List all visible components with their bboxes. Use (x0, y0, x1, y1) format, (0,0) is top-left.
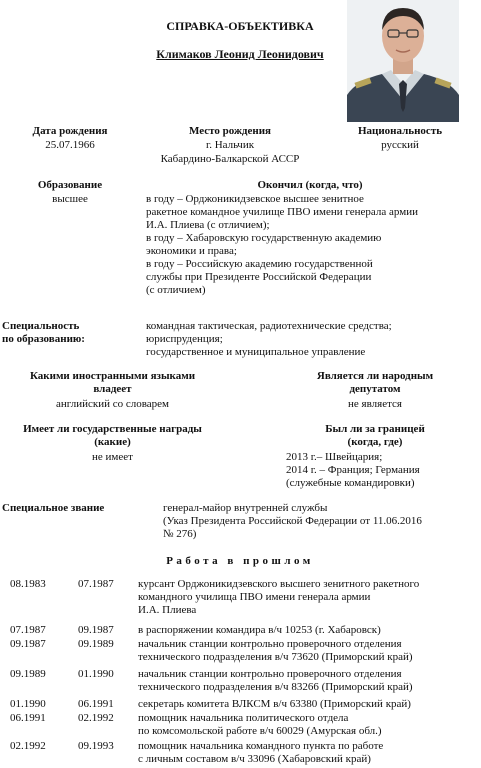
work-heading: Работа в прошлом (166, 555, 314, 567)
work-row-position: секретарь комитета ВЛКСМ в/ч 63380 (Приморский край) (138, 698, 411, 710)
person-photo (347, 0, 459, 122)
deputy-value: не является (348, 398, 402, 410)
work-row-from: 02.1992 (10, 740, 46, 752)
birth-place-city: г. Нальчик (205, 139, 255, 151)
document-title: СПРАВКА-ОБЪЕКТИВКА (166, 19, 314, 33)
birth-date: 25.07.1966 (45, 139, 95, 151)
languages-label: Какими иностранными языками владеет (29, 370, 196, 395)
specialty-list: командная тактическая, радиотехнические средства; юриспруденция; государственное и муниципальное управление (146, 320, 392, 358)
education-label: Образование (37, 179, 103, 191)
work-row-to: 02.1992 (78, 712, 114, 724)
work-row-to: 09.1989 (78, 638, 114, 650)
work-row-from: 07.1987 (10, 624, 46, 636)
specialty-label: Специальность по образованию: (2, 320, 85, 345)
work-row-from: 01.1990 (10, 698, 46, 710)
work-row-position: курсант Орджоникидзевского высшего зенитного ракетного командного училища ПВО имени генерала армии И.А. Плиева (138, 578, 420, 616)
abroad-label: Был ли за границей (когда, где) (325, 423, 425, 448)
work-row-to: 09.1993 (78, 740, 114, 752)
rank-value: генерал-майор внутренней службы (Указ Президента Российской Федерации от 11.06.2016 № 276) (163, 502, 422, 540)
work-row-position: помощник начальника командного пункта по работе с личным составом в/ч 33096 (Хабаровский край) (138, 740, 384, 765)
graduated-label: Окончил (когда, что) (257, 179, 363, 191)
deputy-label: Является ли народным депутатом (316, 370, 434, 395)
abroad-list: 2013 г.– Швейцария; 2014 г. – Франция; Германия (служебные командировки) (286, 451, 420, 489)
nationality: русский (381, 139, 419, 151)
work-row-from: 06.1991 (10, 712, 46, 724)
work-row-from: 09.1989 (10, 668, 46, 680)
work-row-from: 09.1987 (10, 638, 46, 650)
work-row-to: 09.1987 (78, 624, 114, 636)
work-row-position: в распоряжении командира в/ч 10253 (г. Хабаровск) (138, 624, 381, 636)
birth-date-label: Дата рождения (32, 125, 108, 137)
work-row-to: 06.1991 (78, 698, 114, 710)
work-row-from: 08.1983 (10, 578, 46, 590)
awards-value: не имеет (92, 451, 133, 463)
work-row-position: начальник станции контрольно проверочного отделения технического подразделения в/ч 73620 (Приморский край) (138, 638, 413, 663)
work-row-to: 07.1987 (78, 578, 114, 590)
rank-label: Специальное звание (2, 502, 105, 514)
work-row-to: 01.1990 (78, 668, 114, 680)
person-name: Климаков Леонид Леонидович (156, 47, 324, 61)
education-value: высшее (52, 193, 88, 205)
education-entry: в году – Орджоникидзевское высшее зенитное ракетное командное училище ПВО имени генерала армии И.А. Плиева (с отличием); в году – Хабаровскую государственную академию экономики и права; в году – Российскую академию государственной службы при Президенте Российской Федерации (с отличием) (146, 193, 418, 296)
birth-place-label: Место рождения (188, 125, 272, 137)
nationality-label: Национальность (357, 125, 443, 137)
birth-place-region: Кабардино-Балкарской АССР (160, 153, 300, 165)
awards-label: Имеет ли государственные награды (какие) (23, 423, 202, 448)
languages-value: английский со словарем (55, 398, 169, 410)
work-row-position: помощник начальника политического отдела по комсомольской работе в/ч 60029 (Амурская обл.) (138, 712, 382, 737)
work-row-position: начальник станции контрольно проверочного отделения технического подразделения в/ч 83266 (Приморский край) (138, 668, 413, 693)
